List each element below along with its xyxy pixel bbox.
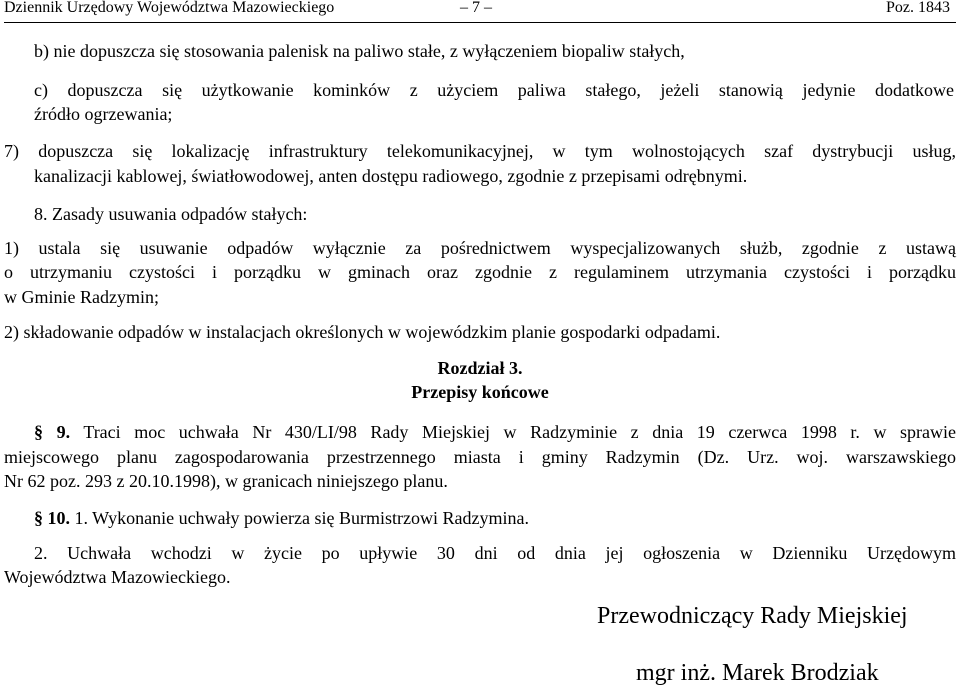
paragraph-9-line3: Nr 62 poz. 293 z 20.10.1998), w granicach niniejszego planu.: [4, 471, 448, 491]
item-c-line1: c) dopuszcza się użytkowanie kominków z użyciem paliwa stałego, jeżeli stanowią jedynie dodatkowe: [34, 80, 954, 100]
journal-title: Dziennik Urzędowy Województwa Mazowieckiego: [4, 0, 335, 16]
section-8-item-1-line2: o utrzymaniu czystości i porządku w gminach oraz zgodnie z regulaminem utrzymania czystości i porządku: [4, 262, 956, 282]
paragraph-9-line1: [34, 418, 956, 446]
section-8-item-2: 2) składowanie odpadów w instalacjach określonych w wojewódzkim planie gospodarki odpadami.: [4, 322, 721, 342]
paragraph-9-text: Traci moc uchwała Nr 430/LI/98 Rady Miejskiej w Radzyminie z dnia 19 czerwca 1998 r. w sprawie: [83, 422, 957, 442]
paragraph-9-number: § 9.: [34, 422, 71, 442]
item-7-line1: 7) dopuszcza się lokalizację infrastruktury telekomunikacyjnej, w tym wolnostojących szaf dystrybucji usług,: [4, 141, 956, 161]
chapter-title: Przepisy końcowe: [411, 382, 549, 402]
item-b: b) nie dopuszcza się stosowania palenisk na paliwo stałe, z wyłączeniem biopaliw stałych,: [34, 41, 685, 61]
paragraph-10-number: § 10.: [34, 508, 70, 528]
section-8-item-1-line1: 1) ustala się usuwanie odpadów wyłącznie za pośrednictwem wyspecjalizowanych służb, zgodnie z ustawą: [4, 238, 956, 258]
paragraph-10-point-2-line2: Województwa Mazowieckiego.: [4, 567, 231, 587]
item-7-line2: kanalizacji kablowej, światłowodowej, anten dostępu radiowego, zgodnie z przepisami odrębnymi.: [34, 166, 748, 186]
chapter-number: Rozdział 3.: [437, 358, 523, 378]
section-8-heading: 8. Zasady usuwania odpadów stałych:: [34, 204, 308, 224]
paragraph-9-line2: miejscowego planu zagospodarowania przestrzennego miasta i gminy Radzymin (Dz. Urz. woj. warszawskiego: [4, 447, 956, 467]
page-header: [4, 0, 956, 23]
signature-role: Przewodniczący Rady Miejskiej: [597, 603, 908, 629]
signature-name: mgr inż. Marek Brodziak: [636, 660, 879, 686]
section-8-item-1-line3: w Gminie Radzymin;: [4, 287, 159, 307]
paragraph-10-text: 1. Wykonanie uchwały powierza się Burmistrzowi Radzymina.: [74, 508, 529, 528]
paragraph-10-line1: [34, 504, 529, 532]
item-c-line2: źródło ogrzewania;: [34, 104, 173, 124]
position-number: Poz. 1843: [886, 0, 950, 16]
paragraph-10-point-2-line1: 2. Uchwała wchodzi w życie po upływie 30 dni od dnia jej ogłoszenia w Dzienniku Urzędowym: [34, 543, 956, 563]
page-marker: – 7 –: [460, 0, 492, 16]
